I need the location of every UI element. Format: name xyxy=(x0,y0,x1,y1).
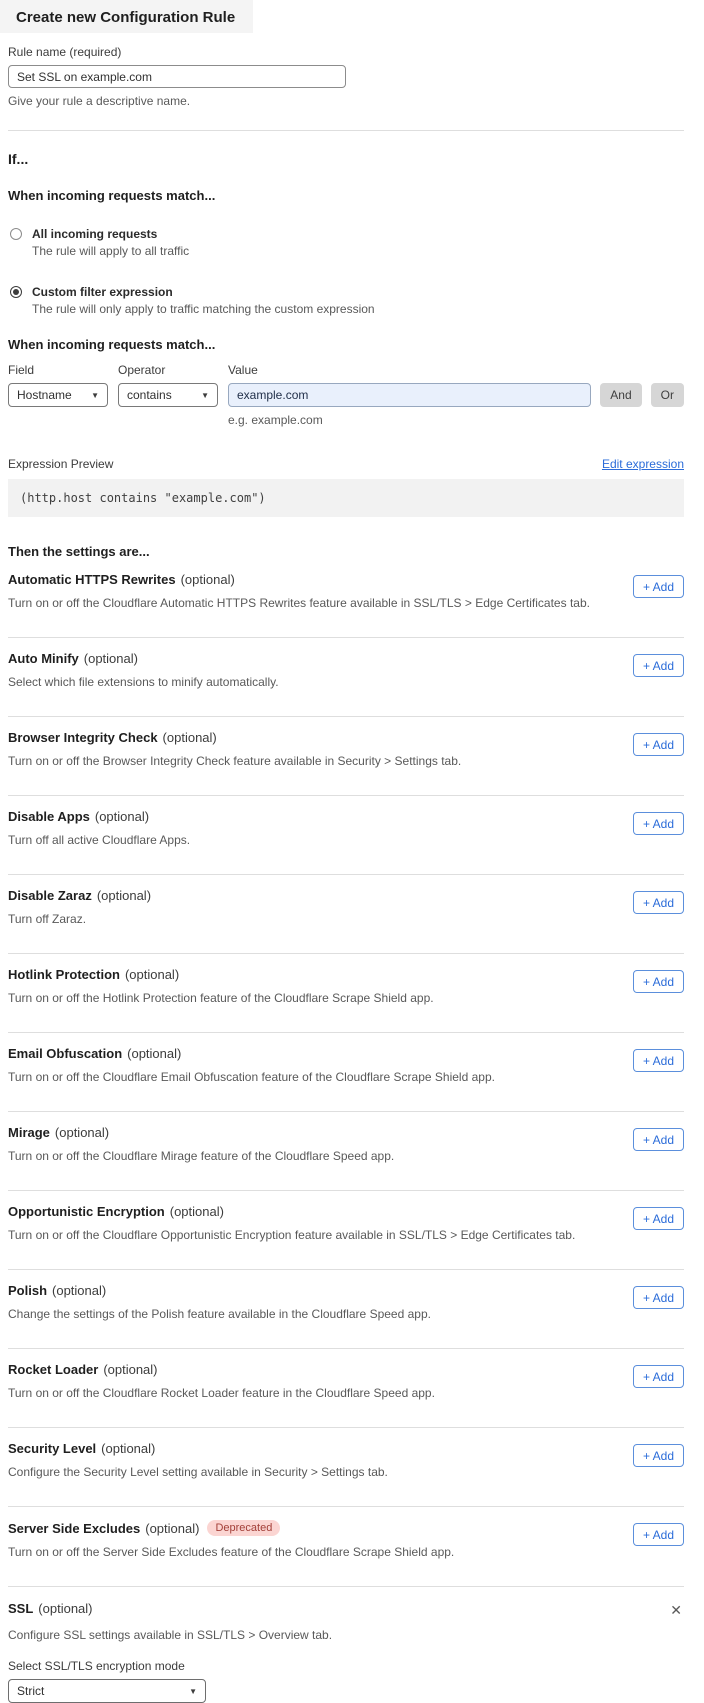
add-setting-button[interactable]: + Add xyxy=(633,1444,684,1467)
operator-select-value: contains xyxy=(127,388,172,402)
deprecated-badge: Deprecated xyxy=(207,1520,280,1536)
setting-section xyxy=(8,1033,684,1112)
filter-heading: When incoming requests match... xyxy=(8,337,216,352)
rule-name-input[interactable] xyxy=(8,65,346,88)
radio-option-all-incoming-requests[interactable] xyxy=(8,227,684,258)
field-select-value: Hostname xyxy=(17,388,72,402)
setting-name: Auto Minify xyxy=(8,651,79,666)
ssl-mode-select[interactable] xyxy=(8,1679,206,1703)
add-setting-button[interactable]: + Add xyxy=(633,575,684,598)
setting-section xyxy=(8,1112,684,1191)
setting-description: Turn on or off the Cloudflare Opportunistic Encryption feature available in SSL/TLS > Edge Certificates tab. xyxy=(8,1228,576,1242)
chevron-down-icon: ▼ xyxy=(201,390,209,400)
expression-preview-label: Expression Preview xyxy=(8,457,114,471)
request-match-radio-group xyxy=(8,227,684,316)
setting-section xyxy=(8,954,684,1033)
section-divider xyxy=(8,130,684,131)
setting-description: Turn on or off the Cloudflare Automatic HTTPS Rewrites feature available in SSL/TLS > Edge Certificates tab. xyxy=(8,596,590,610)
close-icon[interactable]: ✕ xyxy=(670,1602,682,1618)
add-setting-button[interactable]: + Add xyxy=(633,1128,684,1151)
setting-name: Disable Apps xyxy=(8,809,90,824)
setting-name: Security Level xyxy=(8,1441,97,1456)
operator-select[interactable] xyxy=(118,383,218,407)
filter-builder-row xyxy=(8,383,684,407)
setting-optional-label: (optional) xyxy=(54,1125,110,1140)
setting-optional-label: (optional) xyxy=(162,730,217,745)
page-title-band xyxy=(0,0,253,33)
chevron-down-icon: ▼ xyxy=(91,390,99,400)
setting-description: Turn off Zaraz. xyxy=(8,912,87,926)
setting-section xyxy=(8,1428,684,1507)
setting-description: Turn on or off the Cloudflare Email Obfuscation feature of the Cloudflare Scrape Shield app. xyxy=(8,1070,495,1084)
setting-name: Mirage xyxy=(8,1125,50,1140)
setting-section xyxy=(8,796,684,875)
value-hint: e.g. example.com xyxy=(228,413,323,427)
then-heading: Then the settings are... xyxy=(8,544,150,559)
setting-optional-label: (optional) xyxy=(38,1601,93,1616)
field-select[interactable] xyxy=(8,383,108,407)
rule-name-group xyxy=(8,45,684,108)
value-input[interactable] xyxy=(228,383,591,407)
setting-description: Configure the Security Level setting available in Security > Settings tab. xyxy=(8,1465,388,1479)
setting-name: Automatic HTTPS Rewrites xyxy=(8,572,176,587)
ssl-setting-section xyxy=(8,1587,684,1703)
add-setting-button[interactable]: + Add xyxy=(633,891,684,914)
settings-list xyxy=(8,559,684,1587)
setting-optional-label: (optional) xyxy=(101,1441,156,1456)
setting-optional-label: (optional) xyxy=(83,651,138,666)
rule-name-help: Give your rule a descriptive name. xyxy=(8,94,191,108)
setting-section xyxy=(8,1349,684,1428)
filter-labels-row xyxy=(8,363,684,377)
setting-section xyxy=(8,1191,684,1270)
add-setting-button[interactable]: + Add xyxy=(633,1286,684,1309)
ssl-mode-select-value: Strict xyxy=(17,1684,45,1698)
or-button[interactable]: Or xyxy=(651,383,684,407)
ssl-mode-label: Select SSL/TLS encryption mode xyxy=(8,1659,185,1673)
setting-name: Server Side Excludes xyxy=(8,1520,141,1536)
setting-description: Turn on or off the Browser Integrity Check feature available in Security > Settings tab. xyxy=(8,754,462,768)
setting-description: Turn on or off the Cloudflare Rocket Loader feature in the Cloudflare Speed app. xyxy=(8,1386,435,1400)
setting-name: Opportunistic Encryption xyxy=(8,1204,165,1219)
add-setting-button[interactable]: + Add xyxy=(633,733,684,756)
setting-name: Disable Zaraz xyxy=(8,888,92,903)
add-setting-button[interactable]: + Add xyxy=(633,1365,684,1388)
setting-description: Change the settings of the Polish feature available in the Cloudflare Speed app. xyxy=(8,1307,431,1321)
if-heading: If... xyxy=(8,151,29,167)
setting-description: Turn on or off the Cloudflare Mirage feature of the Cloudflare Speed app. xyxy=(8,1149,395,1163)
setting-description: Configure SSL settings available in SSL/TLS > Overview tab. xyxy=(8,1628,333,1642)
expression-preview-row xyxy=(8,457,684,471)
setting-description: Select which file extensions to minify automatically. xyxy=(8,675,279,689)
radio-description: The rule will apply to all traffic xyxy=(32,244,190,258)
add-setting-button[interactable]: + Add xyxy=(633,654,684,677)
add-setting-button[interactable]: + Add xyxy=(633,1523,684,1546)
radio-option-custom-filter-expression[interactable] xyxy=(8,285,684,316)
expression-code-block: (http.host contains "example.com") xyxy=(8,479,684,517)
radio-label: All incoming requests xyxy=(32,227,158,241)
setting-description: Turn on or off the Server Side Excludes feature of the Cloudflare Scrape Shield app. xyxy=(8,1545,455,1559)
setting-section xyxy=(8,559,684,638)
add-setting-button[interactable]: + Add xyxy=(633,812,684,835)
add-setting-button[interactable]: + Add xyxy=(633,1049,684,1072)
and-button[interactable]: And xyxy=(600,383,641,407)
rule-name-label: Rule name (required) xyxy=(8,45,122,59)
operator-label: Operator xyxy=(118,363,166,377)
setting-section xyxy=(8,1270,684,1349)
chevron-down-icon: ▼ xyxy=(189,1686,197,1696)
edit-expression-link[interactable]: Edit expression xyxy=(601,457,684,471)
setting-description: Turn on or off the Hotlink Protection feature of the Cloudflare Scrape Shield app. xyxy=(8,991,434,1005)
radio-unselected-icon[interactable] xyxy=(10,228,22,240)
setting-name: Rocket Loader xyxy=(8,1362,99,1377)
setting-optional-label: (optional) xyxy=(169,1204,224,1219)
setting-optional-label: (optional) xyxy=(180,572,235,587)
add-setting-button[interactable]: + Add xyxy=(633,970,684,993)
page-title: Create new Configuration Rule xyxy=(16,9,236,26)
setting-name: Polish xyxy=(8,1283,48,1298)
setting-name: Hotlink Protection xyxy=(8,967,120,982)
setting-optional-label: (optional) xyxy=(94,809,150,824)
setting-name: Browser Integrity Check xyxy=(8,730,158,745)
setting-optional-label: (optional) xyxy=(52,1283,107,1298)
radio-description: The rule will only apply to traffic matching the custom expression xyxy=(32,302,375,316)
setting-optional-label: (optional) xyxy=(127,1046,182,1061)
setting-section xyxy=(8,638,684,717)
radio-label: Custom filter expression xyxy=(32,285,173,299)
add-setting-button[interactable]: + Add xyxy=(633,1207,684,1230)
setting-section xyxy=(8,875,684,954)
setting-name: Email Obfuscation xyxy=(8,1046,123,1061)
radio-selected-icon[interactable] xyxy=(10,286,22,298)
match-heading: When incoming requests match... xyxy=(8,188,216,203)
value-label: Value xyxy=(228,363,258,377)
setting-optional-label: (optional) xyxy=(124,967,180,982)
setting-section xyxy=(8,1507,684,1587)
setting-optional-label: (optional) xyxy=(145,1520,200,1536)
setting-name: SSL xyxy=(8,1601,34,1616)
setting-description: Turn off all active Cloudflare Apps. xyxy=(8,833,191,847)
field-label: Field xyxy=(8,363,35,377)
setting-section xyxy=(8,717,684,796)
setting-optional-label: (optional) xyxy=(103,1362,158,1377)
setting-optional-label: (optional) xyxy=(96,888,152,903)
